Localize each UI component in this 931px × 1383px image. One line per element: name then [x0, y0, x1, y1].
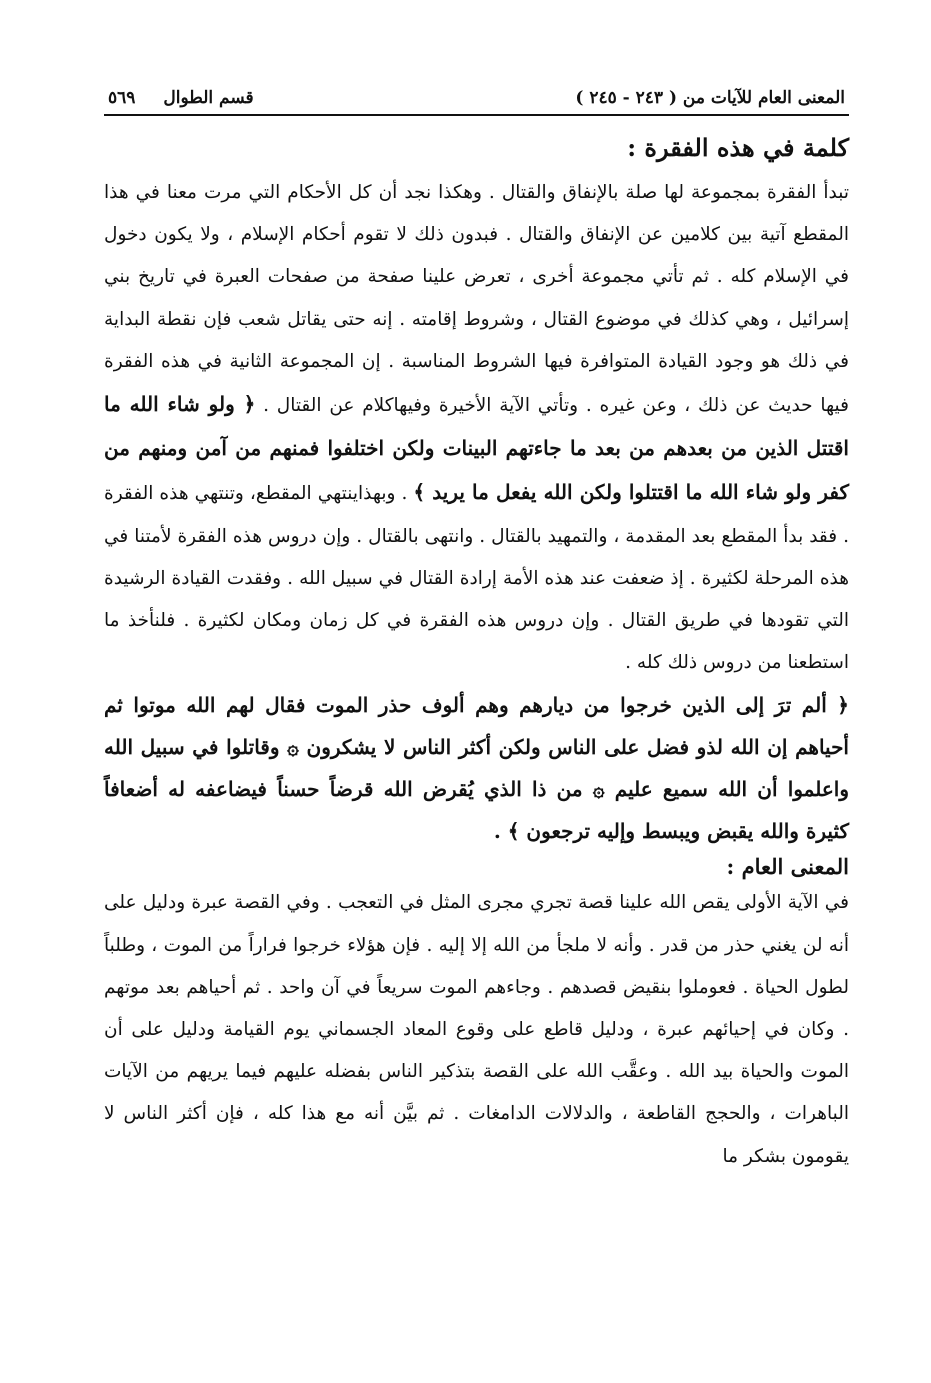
header-meta — [108, 88, 254, 108]
running-header — [104, 88, 849, 116]
header-title: المعنى العام للآيات من ( ٢٤٣ - ٢٤٥ ) — [575, 88, 845, 108]
body-paragraph-2: في الآية الأولى يقص الله علينا قصة تجري مجرى المثل في التعجب . وفي القصة عبرة ودليل على أنه لن يغني حذر من قدر . وأنه لا ملجأ من الله إلا إليه . فإن هؤلاء خرجوا فراراً من الموت ، وطلباً لطول الحياة . فعوملوا بنقيض قصدهم . وجاءهم الموت سريعاً في آن واحد . ثم أحياهم بعد موتهم . وكان في إحيائهم عبرة ، ودليل قاطع على وقوع المعاد الجسماني يوم القيامة ودليل على أن الموت والحياة بيد الله . وعقَّب الله على القصة بتذكير الناس بفضله عليهم فيما يريهم من الآيات الباهرات ، والحجج القاطعة ، والدلالات الدامغات . ثم بيَّن أنه مع هذا كله ، فإن أكثر الناس لا يقومون بشكر ما — [104, 892, 849, 1167]
paragraph-1-tail: . وبهذاينتهي المقطع، وتنتهي هذه الفقرة . فقد بدأ المقطع بعد المقدمة ، والتمهيد بالقتال . وانتهى بالقتال . وإن دروس هذه الفقرة لأمتنا في هذه المرحلة لكثيرة . إذ ضعفت عند هذه الأمة إرادة القتال في سبيل الله . وفقدت القيادة الرشيدة التي تقودها في طريق القتال . وإن دروس هذه الفقرة في كل زمان ومكان لكثيرة . فلنأخذ ما استطعنا من دروس ذلك كله . — [104, 483, 849, 674]
general-meaning-section — [104, 852, 849, 1177]
paragraph-1-text: تبدأ الفقرة بمجموعة لها صلة بالإنفاق والقتال . وهكذا نجد أن كل الأحكام التي مرت معنا في هذا المقطع آتية بين كلامين عن الإنفاق والقتال . فبدون ذلك لا تقوم أحكام الإسلام ، ولا يكون دخول في الإسلام كله . ثم تأتي مجموعة أخرى ، تعرض علينا صفحة من صفحات العبرة في تاريخ بني إسرائيل ، وهي كذلك في موضوع القتال ، وشروط إقامته . إنه حتى يقاتل شعب فإن نقطة البداية في ذلك هو وجود القيادة المتوافرة فيها الشروط المناسبة . إن المجموعة الثانية في هذه الفقرة فيها حديث عن ذلك ، وعن غيره . وتأتي الآية الأخيرة وفيهاكلام عن القتال . — [104, 182, 849, 417]
body-paragraph-1 — [104, 172, 849, 684]
header-section: قسم الطوال — [163, 88, 254, 108]
section-heading-general-meaning: المعنى العام : — [726, 854, 849, 880]
quran-verse-inline: ﴿ ولو شاء الله ما اقتتل الذين من بعدهم من بعد ما جاءتهم البينات ولكن اختلفوا فمنهم من آمن ومنهم من كفر ولو شاء الله ما اقتتلوا ولكن الله يفعل ما يريد ﴾ — [104, 392, 849, 505]
page-number: ٥٦٩ — [108, 88, 136, 108]
quran-verse-block: ﴿ ألم ترَ إلى الذين خرجوا من ديارهم وهم ألوف حذر الموت فقال لهم الله موتوا ثم أحياهم إن الله لذو فضل على الناس ولكن أكثر الناس لا يشكرون ۞ وقاتلوا في سبيل الله واعلموا أن الله سميع عليم ۞ من ذا الذي يُقرض الله قرضاً حسناً فيضاعفه له أضعافاً كثيرة والله يقبض ويبسط وإليه ترجعون ﴾ . — [104, 693, 849, 844]
section-heading-paragraph-word: كلمة في هذه الفقرة : — [627, 133, 849, 162]
